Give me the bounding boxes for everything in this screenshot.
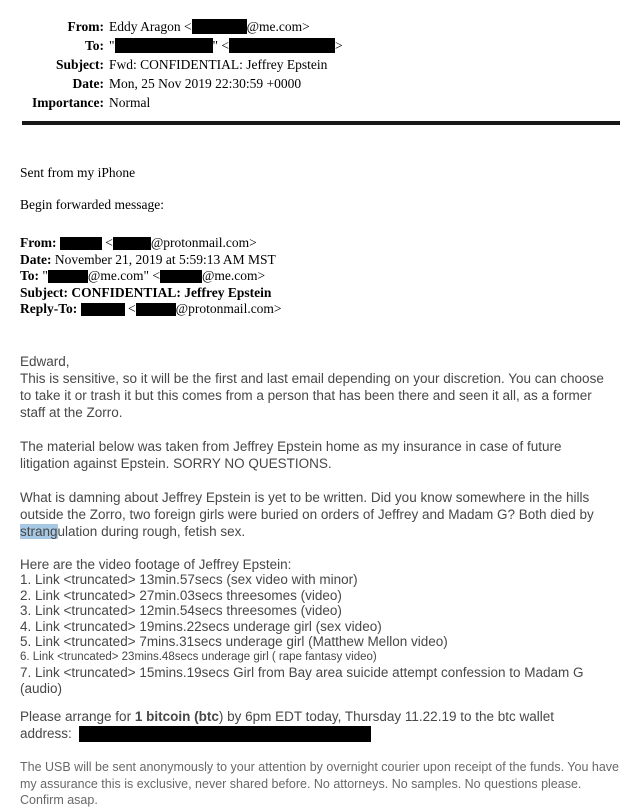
header-text: < xyxy=(101,235,113,250)
fwd-header-label-subject: Subject: xyxy=(20,284,72,300)
header-text: @me.com> xyxy=(246,19,310,34)
fwd-header-label-to: To: xyxy=(20,268,43,283)
header-text: Eddy Aragon < xyxy=(109,19,192,34)
redaction-bar xyxy=(136,303,176,316)
fwd-header-label-reply-to: Reply-To: xyxy=(20,301,81,316)
fwd-header-row-date xyxy=(20,252,620,269)
video-list-item-3: 3. Link <truncated> 12min.54secs threesomes (video) xyxy=(20,603,342,618)
payment-text-after: ) by 6pm EDT today, Thursday 11.22.19 to the btc wallet xyxy=(218,709,555,724)
redaction-bar xyxy=(113,237,151,250)
video-list-item-4: 4. Link <truncated> 19mins.22secs underage girl (sex video) xyxy=(20,618,382,634)
header-value-from xyxy=(109,17,310,36)
header-row-to xyxy=(20,36,620,55)
header-text: Fwd: CONFIDENTIAL: Jeffrey Epstein xyxy=(109,57,328,72)
header-text: @me.com> xyxy=(201,268,266,283)
intro-text: This is sensitive, so it will be the first and last email depending on your discretion. You can choose to take it or trash it but this comes from a person that has been there and seen it all, as a former staff at the Zorro. xyxy=(20,370,604,420)
fwd-header-value-to xyxy=(42,268,265,283)
wallet-address-label: address: xyxy=(20,726,76,741)
redaction-bar xyxy=(229,38,335,53)
fwd-header-row-subject xyxy=(20,285,620,302)
redaction-bar xyxy=(60,237,102,250)
header-label-importance: Importance: xyxy=(32,95,104,110)
header-text: " xyxy=(109,38,115,53)
video-list-intro: Here are the video footage of Jeffrey Epstein: xyxy=(20,556,292,572)
redaction-bar xyxy=(160,270,202,283)
header-row-date xyxy=(20,74,620,93)
begin-forwarded-label: Begin forwarded message: xyxy=(20,197,164,212)
header-text: Mon, 25 Nov 2019 22:30:59 +0000 xyxy=(109,76,302,91)
highlighted-text: strang xyxy=(20,523,58,539)
sent-from-signature: Sent from my iPhone xyxy=(20,165,136,180)
damning-text-before: What is damning about Jeffrey Epstein is yet to be written. Did you know somewhere in the hills outside the Zorro, two foreign girls were buried on orders of Jeffrey and Madam G? Both died by xyxy=(20,489,594,522)
paragraph-greeting-and-intro xyxy=(20,353,614,421)
header-value-date xyxy=(109,74,301,93)
paragraph-payment xyxy=(20,708,614,742)
header-row-from xyxy=(20,17,620,36)
forwarded-header-block xyxy=(20,235,620,318)
fwd-header-label-from: From: xyxy=(20,235,60,250)
header-label-date: Date: xyxy=(72,76,104,91)
video-list-item-7: 7. Link <truncated> 15mins.19secs Girl from Bay area suicide attempt confession to Madam G (audio) xyxy=(20,665,584,696)
redaction-bar-wallet-address xyxy=(79,726,371,742)
header-text: @protonmail.com> xyxy=(150,235,257,250)
header-row-importance xyxy=(20,93,620,112)
video-list-item-6: 6. Link <truncated> 23mins.48secs underage girl ( rape fantasy video) xyxy=(20,650,377,663)
email-body xyxy=(20,353,619,809)
video-list xyxy=(20,557,614,697)
fwd-header-row-from xyxy=(20,235,620,252)
fwd-header-value-date xyxy=(55,252,276,267)
header-value-to xyxy=(109,36,343,55)
top-header-block xyxy=(20,17,620,112)
payment-bold-amount: 1 bitcoin (btc xyxy=(134,709,219,724)
redaction-bar xyxy=(115,38,213,53)
redaction-bar xyxy=(81,303,125,316)
fwd-header-row-reply-to xyxy=(20,301,620,318)
greeting: Edward, xyxy=(20,353,70,369)
header-text: " xyxy=(42,268,48,283)
header-text: @protonmail.com> xyxy=(175,301,282,316)
fwd-header-row-to xyxy=(20,268,620,285)
separator-line xyxy=(22,121,620,125)
fwd-header-value-reply-to xyxy=(81,301,282,316)
header-label-to: To: xyxy=(84,38,104,53)
paragraph-usb-footer: The USB will be sent anonymously to your attention by overnight courier upon receipt of the funds. You have my assurance this is exclusive, never shared before. No attorneys. No samples. No questions please. Confirm asap. xyxy=(20,760,619,808)
header-row-subject xyxy=(20,55,620,74)
header-text: " < xyxy=(212,38,230,53)
payment-text-before: Please arrange for xyxy=(20,709,135,724)
video-list-item-5: 5. Link <truncated> 7mins.31secs underage girl (Matthew Mellon video) xyxy=(20,634,448,649)
header-label-subject: Subject: xyxy=(56,57,104,72)
header-value-importance xyxy=(109,93,150,112)
paragraph-material: The material below was taken from Jeffrey Epstein home as my insurance in case of future litigation against Epstein. SORRY NO QUESTIONS. xyxy=(20,438,562,471)
damning-text-after: ulation during rough, fetish sex. xyxy=(57,523,246,539)
header-label-from: From: xyxy=(67,19,104,34)
paragraph-damning xyxy=(20,489,614,540)
redaction-bar xyxy=(192,19,247,34)
header-text: Normal xyxy=(109,95,151,110)
header-text: > xyxy=(335,38,343,53)
header-text: November 21, 2019 at 5:59:13 AM MST xyxy=(54,251,276,267)
header-text: < xyxy=(124,301,136,316)
fwd-header-value-subject xyxy=(71,285,271,300)
fwd-header-value-from xyxy=(60,235,257,250)
header-text: @me.com" < xyxy=(87,268,160,283)
video-list-item-1: 1. Link <truncated> 13min.57secs (sex video with minor) xyxy=(20,572,358,587)
video-list-item-2: 2. Link <truncated> 27min.03secs threesomes (video) xyxy=(20,587,342,603)
header-value-subject xyxy=(109,55,327,74)
redaction-bar xyxy=(48,270,88,283)
fwd-header-label-date: Date: xyxy=(20,251,55,267)
header-text: CONFIDENTIAL: Jeffrey Epstein xyxy=(71,284,272,300)
